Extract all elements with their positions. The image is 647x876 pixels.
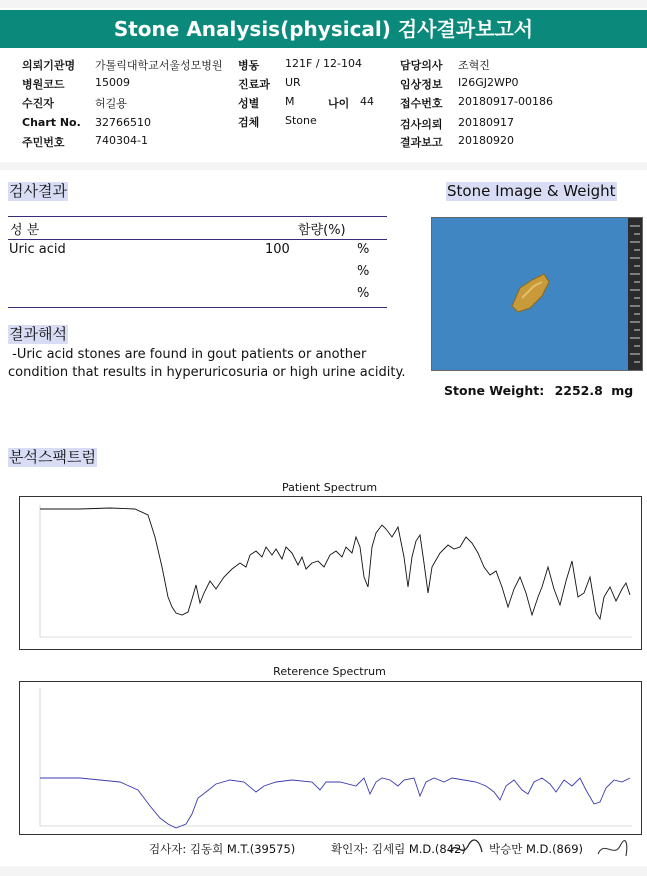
interpretation-line-2: condition that results in hyperuricosuria or high urine acidity. <box>8 365 406 380</box>
age-value: 44 <box>360 95 374 108</box>
reference-spectrum-line <box>40 778 630 828</box>
row-unit: % <box>357 242 370 257</box>
divider-strip <box>0 162 647 170</box>
col-component: 성 분 <box>10 223 40 238</box>
receipt-value: 20180917-00186 <box>458 95 553 108</box>
confirmer-signature-text: 확인자: 김세림 M.D.(842) <box>331 842 466 856</box>
sex-label: 성별 <box>238 97 260 110</box>
footer-strip <box>0 866 647 876</box>
spectrum-heading: 분석스팩트럼 <box>9 448 96 466</box>
patient-info <box>0 52 647 162</box>
receipt-label: 접수번호 <box>400 97 443 110</box>
institution-label: 의뢰기관명 <box>22 59 76 72</box>
row-unit: % <box>357 264 370 279</box>
tester-signature-text: 검사자: 김동희 M.T.(39575) <box>149 842 296 856</box>
request-value: 20180917 <box>458 116 514 129</box>
report-label: 결과보고 <box>400 136 443 149</box>
interpretation-line-1: -Uric acid stones are found in gout patients or another <box>8 347 367 362</box>
patient-value: 허길용 <box>95 97 127 110</box>
ward-value: 121F / 12-104 <box>285 57 362 70</box>
ruler <box>628 218 642 370</box>
stone-photo <box>431 217 643 371</box>
patient-spectrum-plot <box>20 497 641 649</box>
col-content: 함량(%) <box>298 223 346 238</box>
confirmer2-signature-text: 박승만 M.D.(869) <box>489 842 583 856</box>
signature-mark-2 <box>592 834 632 862</box>
row-value: 100 <box>265 242 290 257</box>
chart-label: Chart No. <box>22 116 81 129</box>
reference-spectrum-title: Reterence Spectrum <box>273 665 386 678</box>
image-heading: Stone Image & Weight <box>447 182 616 200</box>
ruler-ticks <box>628 218 642 370</box>
stone-weight <box>444 383 633 398</box>
hospital-code-value: 15009 <box>95 76 130 89</box>
doctor-label: 담당의사 <box>400 59 443 72</box>
patient-spectrum-chart <box>19 496 642 650</box>
table-bottom-line <box>8 307 387 308</box>
hospital-code-label: 병원코드 <box>22 78 65 91</box>
report-value: 20180920 <box>458 134 514 147</box>
age-label: 나이 <box>328 97 350 110</box>
report-title: Stone Analysis(physical) 검사결과보고서 <box>0 10 647 48</box>
table-top-line <box>8 216 387 217</box>
reference-spectrum-chart <box>19 681 642 835</box>
patient-spectrum-title: Patient Spectrum <box>281 481 378 494</box>
weight-unit: mg <box>611 383 634 398</box>
dept-label: 진료과 <box>238 78 270 91</box>
row-unit: % <box>357 286 370 301</box>
doctor-value: 조혁진 <box>458 59 490 72</box>
id-label: 주민번호 <box>22 136 65 149</box>
results-heading: 검사결과 <box>9 182 67 200</box>
weight-label: Stone Weight: <box>444 383 545 398</box>
clinical-info-value: I26GJ2WP0 <box>458 76 519 89</box>
institution-value: 가톨릭대학교서울성모병원 <box>95 59 223 72</box>
clinical-info-label: 임상정보 <box>400 78 443 91</box>
ward-label: 병동 <box>238 59 260 72</box>
stone-shape <box>502 268 562 318</box>
id-value: 740304-1 <box>95 134 148 147</box>
specimen-value: Stone <box>285 114 317 127</box>
specimen-label: 검체 <box>238 116 260 129</box>
request-label: 검사의뢰 <box>400 118 443 131</box>
patient-label: 수진자 <box>22 97 54 110</box>
signature-mark-1 <box>446 836 486 860</box>
sex-value: M <box>285 95 295 108</box>
dept-value: UR <box>285 76 301 89</box>
chart-value: 32766510 <box>95 116 151 129</box>
top-strip <box>0 0 647 8</box>
reference-spectrum-plot <box>20 682 641 834</box>
row-component: Uric acid <box>9 242 66 257</box>
patient-spectrum-line <box>40 508 630 619</box>
interpretation-heading: 결과해석 <box>9 325 67 343</box>
table-header-line <box>8 239 387 240</box>
weight-value: 2252.8 <box>554 383 603 398</box>
